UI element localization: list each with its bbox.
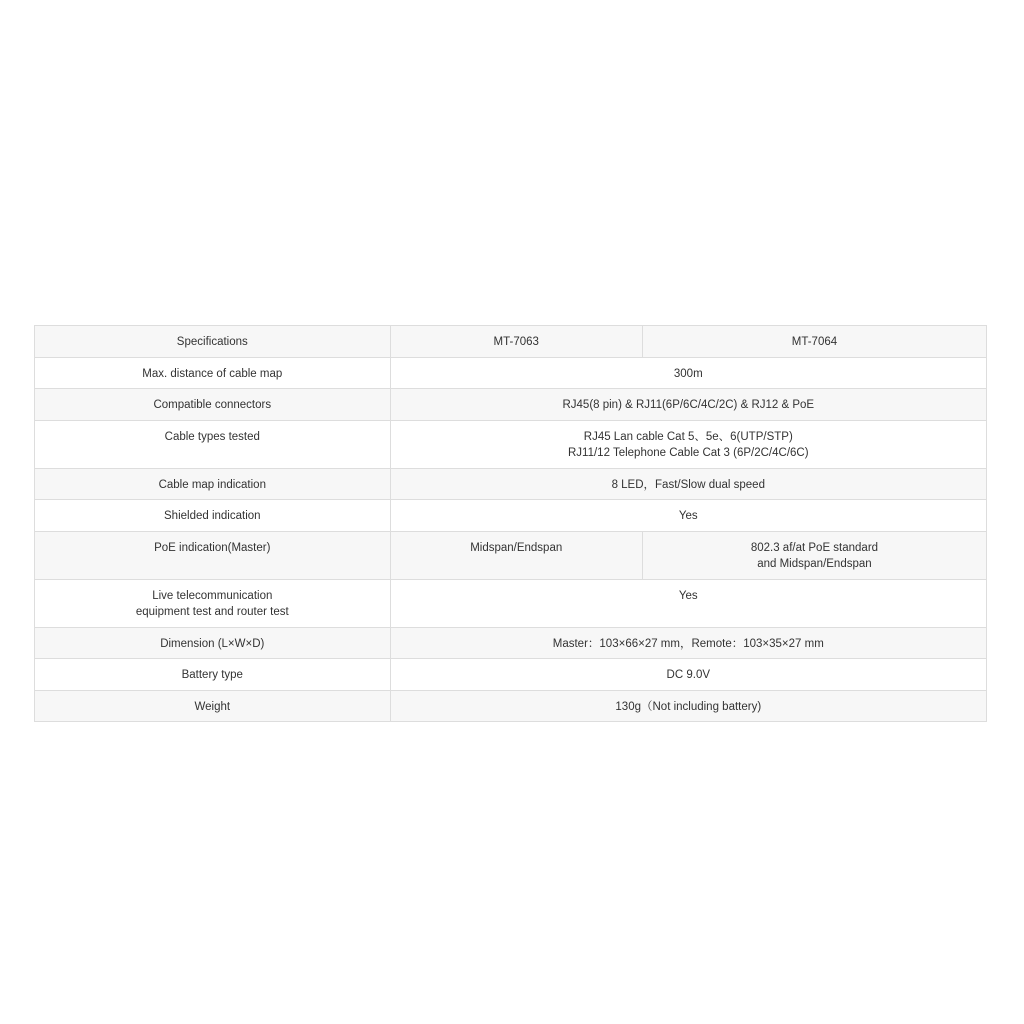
table-header-row xyxy=(35,326,987,358)
row-value: DC 9.0V xyxy=(390,659,986,691)
row-label: PoE indication(Master) xyxy=(35,531,391,579)
table-row xyxy=(35,468,987,500)
row-value-line: RJ11/12 Telephone Cable Cat 3 (6P/2C/4C/6C) xyxy=(567,447,809,459)
row-label: Dimension (L×W×D) xyxy=(35,627,391,659)
row-value: Master：103×66×27 mm，Remote：103×35×27 mm xyxy=(390,627,986,659)
table-row xyxy=(35,690,987,722)
table-row xyxy=(35,500,987,532)
row-value xyxy=(390,420,986,468)
header-model-a: MT-7063 xyxy=(390,326,642,358)
table-row xyxy=(35,420,987,468)
row-value-line: and Midspan/Endspan xyxy=(757,558,872,570)
row-label-line: Live telecommunication xyxy=(152,589,273,602)
row-value: 8 LED，Fast/Slow dual speed xyxy=(390,468,986,500)
row-label: Cable map indication xyxy=(35,468,391,500)
header-specifications: Specifications xyxy=(35,326,391,358)
row-label: Compatible connectors xyxy=(35,389,391,421)
specifications-table xyxy=(34,325,987,722)
row-label xyxy=(35,579,391,627)
row-label-line: equipment test and router test xyxy=(135,606,289,618)
table-row xyxy=(35,357,987,389)
row-label: Shielded indication xyxy=(35,500,391,532)
table-row xyxy=(35,659,987,691)
row-label: Cable types tested xyxy=(35,420,391,468)
row-value: 300m xyxy=(390,357,986,389)
header-model-b: MT-7064 xyxy=(642,326,986,358)
table-row xyxy=(35,579,987,627)
row-value: Yes xyxy=(390,500,986,532)
row-value: 130g（Not including battery) xyxy=(390,690,986,722)
row-value-model-a: Midspan/Endspan xyxy=(390,531,642,579)
table-row xyxy=(35,389,987,421)
table-row xyxy=(35,627,987,659)
row-label: Battery type xyxy=(35,659,391,691)
row-value: RJ45(8 pin) & RJ11(6P/6C/4C/2C) & RJ12 & PoE xyxy=(390,389,986,421)
row-value-line: RJ45 Lan cable Cat 5、5e、6(UTP/STP) xyxy=(583,430,793,443)
row-value-line: 802.3 af/at PoE standard xyxy=(750,541,879,554)
row-value-model-b xyxy=(642,531,986,579)
row-label: Weight xyxy=(35,690,391,722)
table-row xyxy=(35,531,987,579)
row-value: Yes xyxy=(390,579,986,627)
row-label: Max. distance of cable map xyxy=(35,357,391,389)
